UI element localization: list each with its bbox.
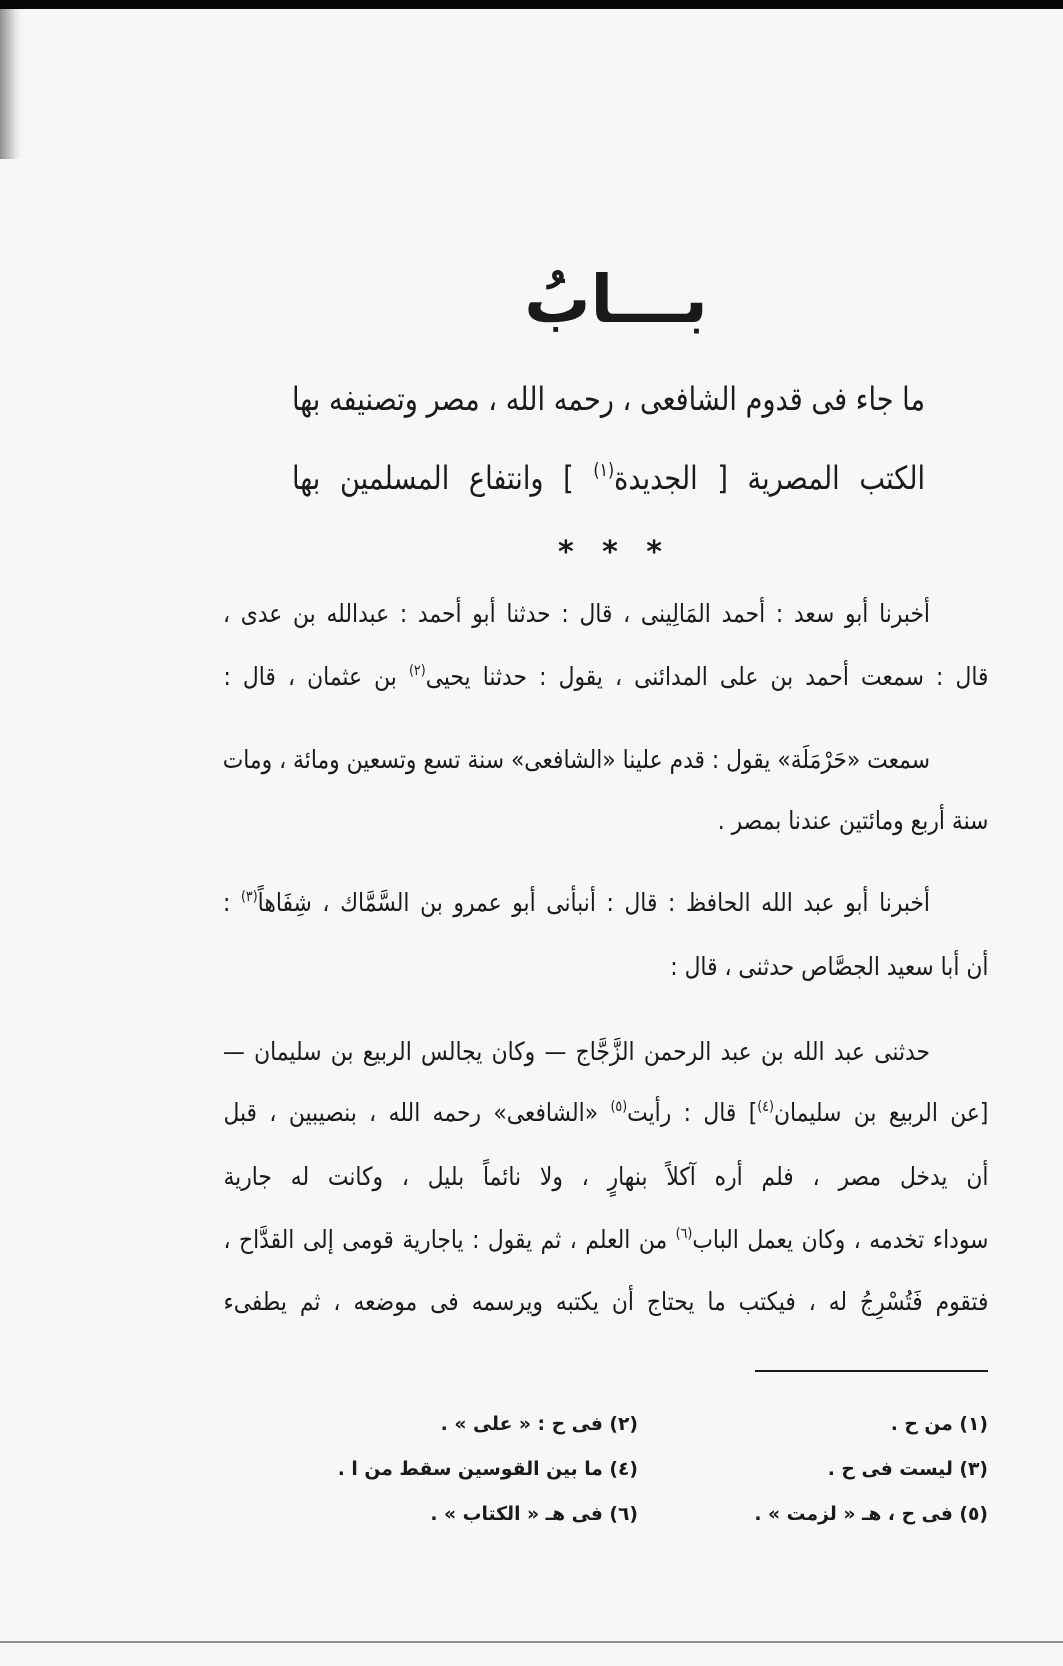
paragraph-3-line-1 bbox=[223, 881, 930, 925]
subtitle-text: الكتب المصرية [ الجديدة bbox=[614, 459, 926, 497]
paragraph-3-line-2: أن أبا سعيد الجصَّاص حدثنى ، قال : bbox=[669, 952, 988, 981]
line-text: سوداء تخدمه ، وكان يعمل الباب bbox=[691, 1225, 988, 1254]
footnote-1: (١) من ح . bbox=[890, 1413, 988, 1435]
footnote-5: (٥) فى ح ، هـ « لزمت » . bbox=[754, 1503, 988, 1525]
footnote-6: (٦) فى هـ « الكتاب » . bbox=[430, 1503, 638, 1525]
paragraph-4-line-3: أن يدخل مصر ، فلم أره آكلاً بنهارٍ ، ولا نائماً بليل ، وكانت له جارية bbox=[223, 1162, 988, 1191]
scan-bottom-edge-line bbox=[0, 1641, 1063, 1643]
paragraph-4-line-2 bbox=[223, 1091, 988, 1135]
chapter-heading: بـــابُ bbox=[524, 261, 708, 338]
footnote-3: (٣) ليست فى ح . bbox=[827, 1458, 988, 1480]
footnote-marker-3: (٣) bbox=[240, 888, 258, 905]
line-text: «الشافعى» رحمه الله ، بنصيبين ، قبل bbox=[223, 1098, 611, 1127]
paragraph-4-line-1: حدثنى عبد الله بن عبد الرحمن الزَّجَّاج — وكان يجالس الربيع بن سليمان — bbox=[223, 1037, 930, 1066]
paragraph-4-line-4 bbox=[223, 1218, 988, 1262]
footnote-marker-4: (٤) bbox=[756, 1098, 774, 1115]
line-text: أخبرنا أبو عبد الله الحافظ : قال : أنبأنى أبو عمرو بن السَّمَّاك ، شِفَاهاً bbox=[257, 888, 930, 917]
line-text: بن عثمان ، قال : bbox=[223, 662, 409, 691]
chapter-subtitle-line-1: ما جاء فى قدوم الشافعى ، رحمه الله ، مصر وتصنيفه بها bbox=[292, 380, 925, 418]
line-text: من العلم ، ثم يقول : ياجارية قومى إلى القدَّاح ، bbox=[223, 1225, 676, 1254]
paragraph-1-line-2 bbox=[223, 655, 988, 699]
paragraph-4-line-5: فتقوم فَتُسْرِجُ له ، فيكتب ما يحتاج أن يكتبه ويرسمه فى موضعه ، ثم يطفىء bbox=[223, 1287, 988, 1316]
scan-top-border bbox=[0, 0, 1063, 9]
section-separator: * * * bbox=[558, 535, 662, 570]
chapter-subtitle-line-2 bbox=[292, 450, 925, 506]
footnote-marker-1: (١) bbox=[593, 460, 615, 482]
footnote-rule bbox=[755, 1370, 988, 1372]
subtitle-text: ] وانتفاع المسلمين بها bbox=[292, 459, 594, 497]
footnote-marker-5: (٥) bbox=[610, 1098, 627, 1115]
paragraph-2-line-2: سنة أربع ومائتين عندنا بمصر . bbox=[717, 806, 988, 835]
scan-left-edge-noise bbox=[0, 9, 22, 159]
line-text: [عن الربيع بن سليمان bbox=[773, 1098, 988, 1127]
line-text: : bbox=[223, 888, 241, 917]
line-text: ] قال : رأيت bbox=[626, 1098, 757, 1127]
footnote-marker-6: (٦) bbox=[675, 1225, 692, 1242]
footnote-4: (٤) ما بين القوسين سقط من ا . bbox=[337, 1458, 638, 1480]
footnote-2: (٢) فى ح : « على » . bbox=[440, 1413, 638, 1435]
paragraph-1-line-1: أخبرنا أبو سعد : أحمد المَالِينى ، قال : حدثنا أبو أحمد : عبدالله بن عدى ، bbox=[223, 599, 930, 628]
footnote-marker-2: (٢) bbox=[408, 662, 426, 679]
paragraph-2-line-1: سمعت «حَرْمَلَة» يقول : قدم علينا «الشافعى» سنة تسع وتسعين ومائة ، ومات bbox=[222, 745, 930, 774]
line-text: قال : سمعت أحمد بن على المدائنى ، يقول : حدثنا يحيى bbox=[425, 662, 988, 691]
